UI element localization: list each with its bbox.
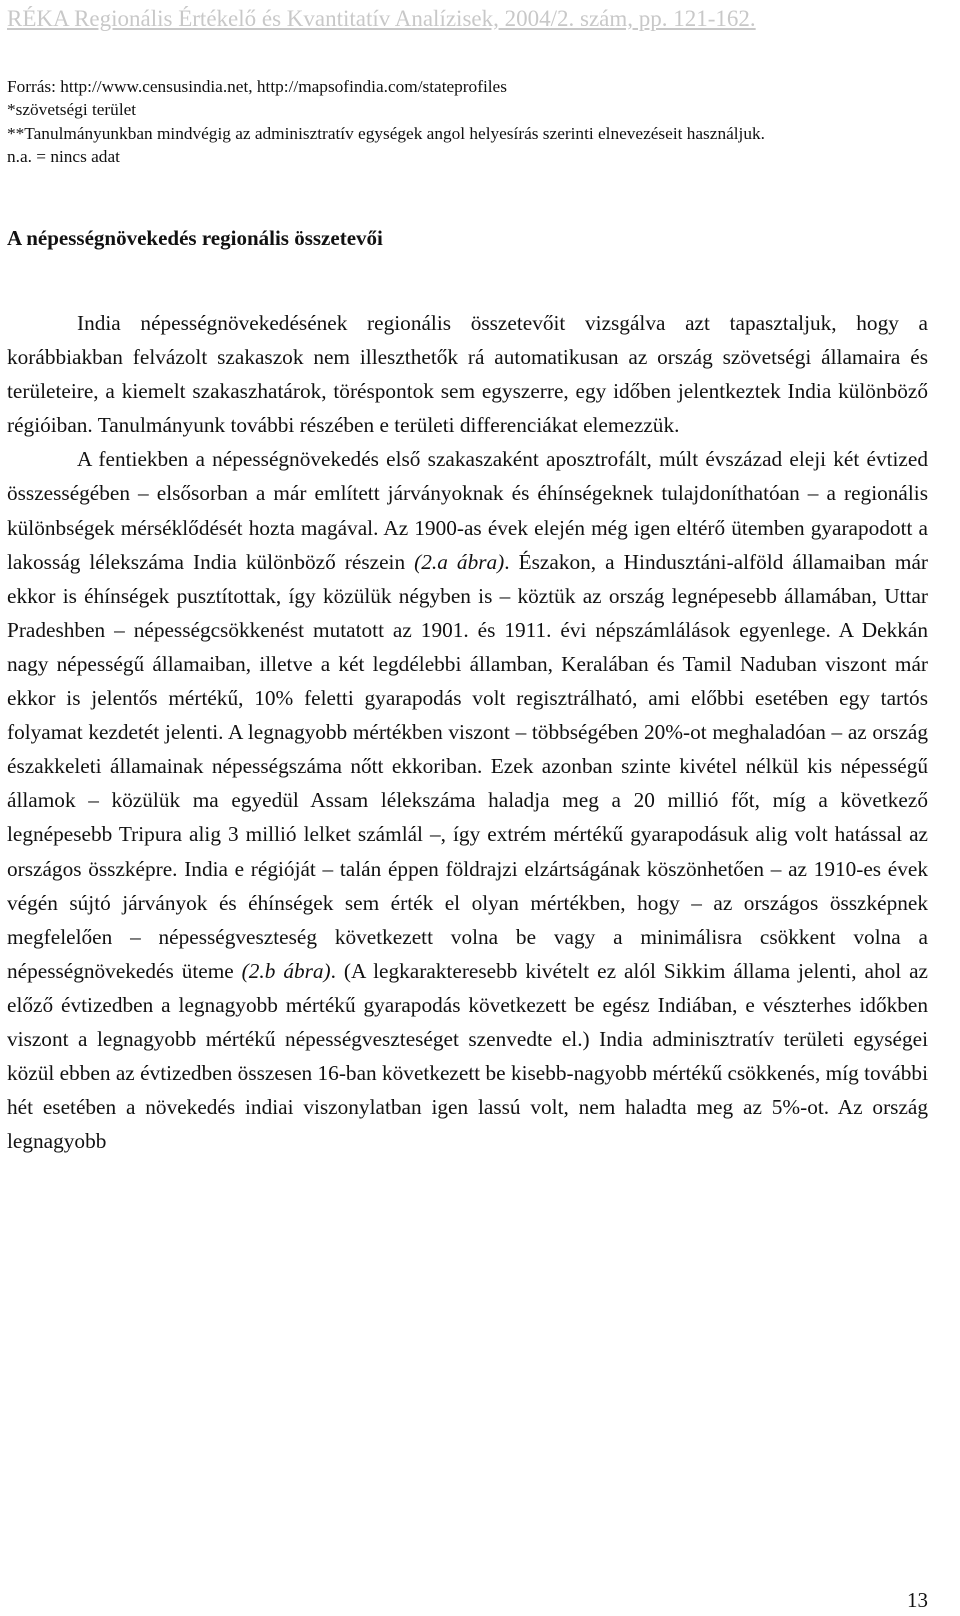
paragraph-2-text-a: A fentiekben a népességnövekedés első szakaszaként aposztrofált, múlt évszázad eleji két évtized összességében – elsősorban a már említett járványoknak és éhínségeknek tulajdoníthatóan – a regionális különbségek mérséklődését hozta magával. Az 1900-as évek elején még igen eltérő ütemben gyarapodott a lakosság lélekszáma India különböző részein xyxy=(7,447,928,574)
source-note: Forrás: http://www.censusindia.net, http://mapsofindia.com/stateprofiles xyxy=(7,77,507,96)
section-heading: A népességnövekedés regionális összetevői xyxy=(7,226,383,250)
running-header: RÉKA Regionális Értékelő és Kvantitatív Analízisek, 2004/2. szám, pp. 121-162. xyxy=(7,6,756,31)
page-number: 13 xyxy=(907,1588,928,1612)
paragraph-2-text-c: . (A legkarakteresebb kivételt ez alól Sikkim állama jelenti, ahol az előző évtizedben a legnagyobb mértékű gyarapodás következett be egész Indiában, e vészterhes időkben viszont a legnagyobb mértékű népességveszteséget szenvedte el.) India adminisztratív területi egységei közül ebben az évtizedben összesen 16-ban következett be kisebb-nagyobb mértékű csökkenés, míg további hét esetében a növekedés indiai viszonylatban igen lassú volt, nem haladta meg az 5%-ot. Az ország legnagyobb xyxy=(7,958,928,1154)
article-body xyxy=(7,306,928,1158)
footnote-naming: **Tanulmányunkban mindvégig az adminisztratív egységek angol helyesírás szerinti elnevezéseit használjuk. xyxy=(7,123,765,143)
paragraph-2 xyxy=(7,442,928,1158)
footnote-na: n.a. = nincs adat xyxy=(7,147,120,167)
paragraph-1: India népességnövekedésének regionális összetevőit vizsgálva azt tapasztaljuk, hogy a korábbiakban felvázolt szakaszok nem illeszthetők rá automatikusan az ország szövetségi államaira és területeire, a kiemelt szakaszhatárok, töréspontok sem egyszerre, egy időben jelentkeztek India különböző régióiban. Tanulmányunk további részében e területi differenciákat elemezzük. xyxy=(7,311,928,438)
footnote-union-territory: *szövetségi terület xyxy=(7,100,137,120)
figure-reference-2a: (2.a ábra) xyxy=(414,549,505,574)
paragraph-2-text-b: . Északon, a Hindusztáni-alföld államaiban már ekkor is éhínségek pusztítottak, így közülük négyben is – köztük az ország legnépesebb államában, Uttar Pradeshben – népességcsökkenést mutatott az 1901. és 1911. évi népszámlálások egyenlege. A Dekkán nagy népességű államaiban, illetve a két legdélebbi államban, Keralában és Tamil Naduban viszont már ekkor is jelentős mértékű, 10% feletti gyarapodás volt regisztrálható, ami előbbi esetében egy tartós folyamat kezdetét jelenti. A legnagyobb mértékben viszont – többségében 20%-ot meghaladóan – az ország északkeleti államainak népességszáma nőtt ekkoriban. Ezek azonban szinte kivétel nélkül kis népességű államok – közülük ma egyedül Assam lélekszáma haladja meg a 20 millió főt, míg a következő legnépesebb Tripura alig 3 millió lelket számlál –, így extrém mértékű gyarapodásuk alig volt hatással az országos összképre. India e régióját – talán éppen földrajzi elzártságának köszönhetően – az 1910-es évek végén sújtó járványok és éhínségek sem érték el olyan mértékben, hogy – az országos összképnek megfelelően – népességveszteség következett volna be vagy a minimálisra csökkent volna a népességnövekedés üteme xyxy=(7,549,928,983)
figure-reference-2b: (2.b ábra) xyxy=(241,958,331,983)
table-footnotes xyxy=(7,75,953,169)
